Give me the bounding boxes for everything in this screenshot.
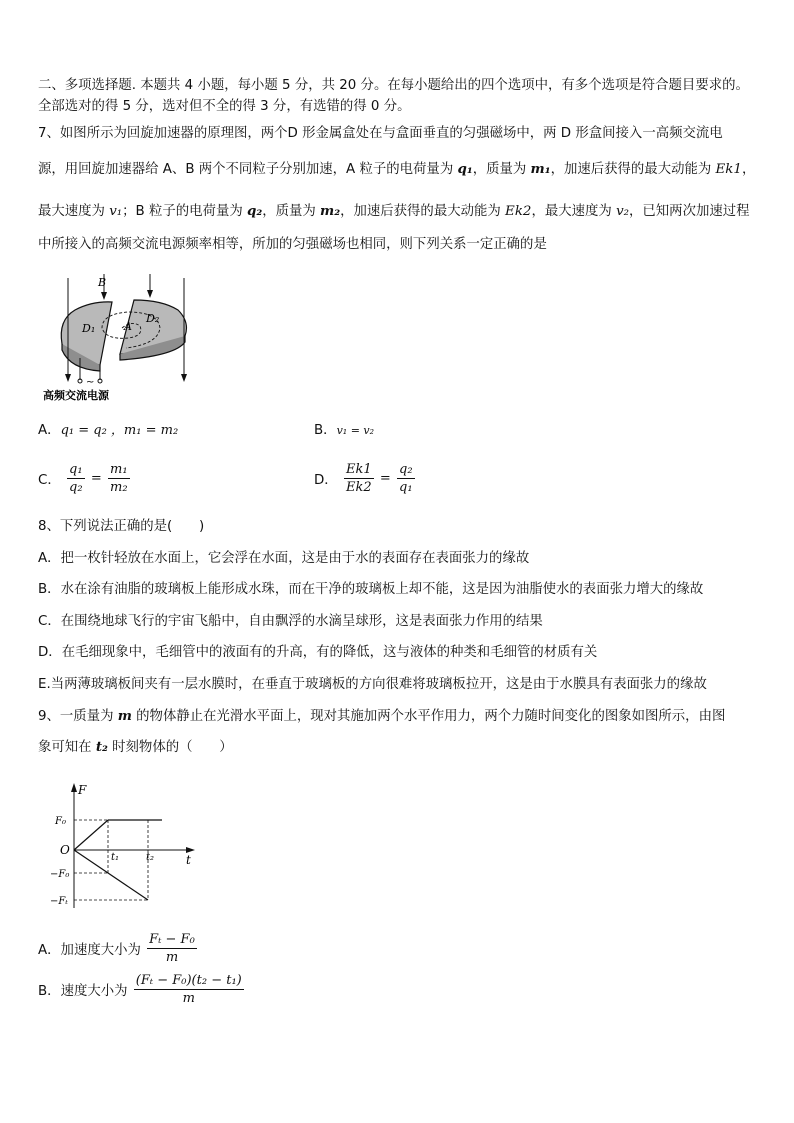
q7-q2: q₂: [246, 203, 263, 219]
q7-m2: m₂: [320, 203, 341, 219]
option-label: D．: [314, 473, 338, 488]
option-math: v₁ = v₂: [336, 424, 375, 437]
fraction: [67, 461, 85, 496]
axis-label-f: F: [78, 783, 87, 797]
q7-text: ；B 粒子的电荷量为: [122, 204, 247, 219]
numerator: q₁: [69, 462, 83, 477]
tick-f0: F₀: [55, 816, 66, 827]
option-label: B．: [314, 423, 337, 438]
q7-q1: q₁: [457, 161, 473, 177]
q9-stem-line-2: [38, 737, 233, 758]
q7-stem-line-3: [38, 201, 750, 222]
q8-option-b: B．水在涂有油脂的玻璃板上能形成水珠，而在干净的玻璃板上却不能，这是因为油脂使水的表面张力增大的缘故: [38, 582, 704, 597]
q7-v1: v₁: [109, 204, 123, 219]
q9-mass-symbol: m: [117, 708, 132, 724]
equals: =: [379, 471, 391, 486]
q7-stem-line-4: 中所接入的高频交流电源频率相等，所加的匀强磁场也相同，则下列关系一定正确的是: [38, 237, 547, 252]
cyclotron-diagram: [40, 270, 200, 402]
label-d2: D₂: [146, 312, 160, 325]
fraction: [108, 461, 130, 496]
denominator: q₁: [399, 480, 413, 495]
q8-option-d: D．在毛细现象中，毛细管中的液面有的升高，有的降低，这与液体的种类和毛细管的材质有关: [38, 645, 598, 660]
denominator: m₂: [110, 480, 128, 495]
q7-text: ，加速后获得的最大动能为: [550, 162, 716, 177]
q8-option-c: C．在围绕地球飞行的宇宙飞船中，自由飘浮的水滴呈球形，这是表面张力作用的结果: [38, 614, 543, 629]
denominator: Ek2: [345, 480, 372, 495]
tick-t2: t₂: [146, 852, 155, 863]
q7-text: ，已知两次加速过程: [629, 204, 750, 219]
axis-label-t: t: [186, 853, 191, 867]
numerator: (Fₜ − F₀)(t₂ − t₁): [135, 973, 242, 988]
force-time-graph: [44, 780, 204, 912]
option-text: B．速度大小为: [38, 984, 128, 999]
cyclotron-figure: [40, 270, 200, 402]
q9-text: 9、一质量为: [38, 709, 118, 724]
q9-text: 象可知在: [38, 740, 96, 755]
numerator: m₁: [110, 462, 128, 477]
q7-m1: m₁: [530, 161, 551, 177]
q9-text: 时刻物体的（ ）: [107, 740, 233, 755]
option-label: A．: [38, 423, 61, 438]
q7-text: ，质量为: [262, 204, 321, 219]
origin-label: O: [60, 843, 70, 857]
q9-stem-line-1: [38, 706, 725, 727]
numerator: Ek1: [345, 462, 372, 477]
fraction: [147, 931, 197, 966]
section-header-line-1: 二、多项选择题. 本题共 4 小题，每小题 5 分，共 20 分。在每小题给出的四个选项中，有多个选项是符合题目要求的。: [38, 78, 749, 93]
q7-v2: v₂: [616, 204, 630, 219]
q7-option-a: [38, 421, 178, 441]
q7-ek2: Ek2: [505, 204, 532, 219]
q9-text: 的物体静止在光滑水平面上，现对其施加两个水平作用力，两个力随时间变化的图象如图所示，由图: [131, 709, 726, 724]
fraction: [134, 972, 244, 1007]
q7-option-d: [314, 461, 417, 496]
option-text: A．加速度大小为: [38, 943, 141, 958]
q9-option-b: [38, 972, 246, 1007]
tick-t1: t₁: [111, 852, 120, 863]
figure-caption: 高频交流电源: [43, 389, 109, 402]
denominator: m: [165, 950, 179, 965]
q9-time-symbol: t₂: [95, 739, 108, 755]
option-label: C．: [38, 473, 61, 488]
q7-text: 最大速度为: [38, 204, 110, 219]
q8-stem: 8、下列说法正确的是( ): [38, 519, 205, 534]
q7-text: ，最大速度为: [531, 204, 617, 219]
denominator: q₂: [69, 480, 83, 495]
q8-option-a: A．把一枚针轻放在水面上，它会浮在水面，这是由于水的表面存在表面张力的缘故: [38, 551, 530, 566]
label-a: A: [124, 320, 132, 333]
q7-text: ，加速后获得的最大动能为: [340, 204, 506, 219]
q7-text: ，质量为: [472, 162, 531, 177]
q7-stem-line-1: 7、如图所示为回旋加速器的原理图，两个D 形金属盒处在与盒面垂直的匀强磁场中，两 D 形盒间接入一高频交流电: [38, 126, 723, 141]
equals: =: [90, 471, 102, 486]
q8-option-e: E.当两薄玻璃板间夹有一层水膜时，在垂直于玻璃板的方向很难将玻璃板拉开，这是由于水膜具有表面张力的缘故: [38, 677, 707, 692]
tick-neg-f0: −F₀: [50, 869, 70, 880]
label-tilde: ~: [86, 377, 95, 388]
label-d1: D₁: [82, 322, 96, 335]
q7-option-c: [38, 461, 132, 496]
fraction: [344, 461, 374, 496]
fraction: [397, 461, 415, 496]
force-time-svg: [44, 780, 204, 912]
numerator: Fₜ − F₀: [149, 932, 195, 947]
q7-ek1: Ek1: [715, 162, 742, 177]
q7-text: 源，用回旋加速器给 A、B 两个不同粒子分别加速，A 粒子的电荷量为: [38, 162, 458, 177]
denominator: m: [182, 991, 195, 1006]
tick-neg-ft: −Fₜ: [50, 896, 68, 907]
q7-option-b: [314, 421, 374, 441]
q9-option-a: [38, 931, 199, 966]
label-b: B: [98, 276, 107, 289]
section-header-line-2: 全部选对的得 5 分，选对但不全的得 3 分，有选错的得 0 分。: [38, 99, 411, 114]
numerator: q₂: [399, 462, 413, 477]
q7-stem-line-2: 源，用回旋加速器给 A、B 两个不同粒子分别加速，A 粒子的电荷量为 q₁，质量为 m₁，加速后获得的最大动能为 Ek1，: [38, 161, 756, 177]
option-math: q₁ = q₂ ，m₁ = m₂: [60, 423, 179, 438]
